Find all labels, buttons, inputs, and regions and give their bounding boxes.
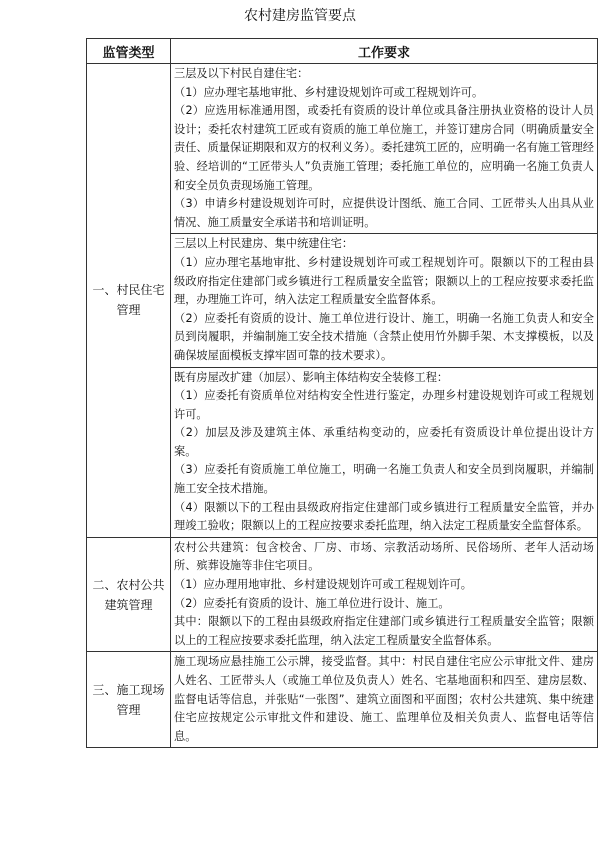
requirement-line: （3）应委托有资质施工单位施工，明确一名施工负责人和安全员到岗履职，并编制施工安全技术措施。 [174, 463, 594, 496]
header-requirement: 工作要求 [171, 39, 598, 64]
requirement-block [171, 652, 598, 748]
requirement-line: （4）限额以下的工程由县级政府指定住建部门或乡镇进行工程质量安全监管，并办理竣工验收；限额以上的工程应按要求委托监理，纳入法定工程质量安全监督体系。 [174, 500, 594, 533]
category-public-buildings: 二、农村公共建筑管理 [87, 537, 171, 652]
requirement-line: （2）应委托有资质的设计、施工单位进行设计、施工。 [174, 596, 450, 610]
requirement-line: 三层及以下村民自建住宅： [174, 67, 309, 80]
requirement-block [171, 234, 598, 367]
requirement-line: 农村公共建筑：包含校舍、厂房、市场、宗教活动场所、民俗场所、老年人活动场所、殡葬设施等非住宅项目。 [174, 540, 594, 573]
requirement-line: （3）申请乡村建设规划许可时，应提供设计图纸、施工合同、工匠带头人出具从业情况、施工质量安全承诺书和培训证明。 [174, 197, 594, 229]
document-title: 农村建房监管要点 [244, 8, 356, 24]
category-site-management: 三、施工现场管理 [87, 652, 171, 748]
requirement-block [171, 367, 598, 537]
requirement-line: （1）应办理宅基地审批、乡村建设规划许可或工程规划许可。 [174, 85, 484, 99]
requirement-line: 三层以上村民建房、集中统建住宅： [174, 237, 354, 251]
requirement-line: 施工现场应悬挂施工公示牌，接受监督。其中：村民自建住宅应公示审批文件、建房人姓名、工匠带头人（或施工单位及负责人）姓名、宅基地面积和四至、建房层数、监督电话等信息，并张贴“一张图”、建筑立面图和平面图；农村公共建筑、集中统建住宅应按规定公示审批文件和建设、施工、监理单位及相关负责人、监督电话等信息。 [174, 655, 594, 743]
requirement-block [171, 64, 598, 234]
table-header-row [87, 39, 598, 64]
requirement-line: （1）应办理用地审批、乡村建设规划许可或工程规划许可。 [174, 578, 472, 592]
header-type: 监管类型 [87, 39, 171, 64]
table-row [87, 537, 598, 652]
requirement-line: （1）应办理宅基地审批、乡村建设规划许可或工程规划许可。限额以下的工程由县级政府指定住建部门或乡镇进行工程质量安全监管；限额以上的工程应按要求委托监理，办理施工许可，纳入法定工程质量安全监督体系。 [174, 255, 594, 307]
table-row [87, 652, 598, 748]
requirement-line: （2）加层及涉及建筑主体、承重结构变动的，应委托有资质设计单位提出设计方案。 [174, 426, 594, 458]
requirement-line: 其中：限额以下的工程由县级政府指定住建部门或乡镇进行工程质量安全监管；限额以上的工程应按要求委托监理，纳入法定工程质量安全监督体系。 [174, 615, 594, 647]
category-residential: 一、村民住宅管理 [87, 64, 171, 538]
table-row [87, 64, 598, 234]
supervision-table [86, 38, 598, 748]
requirement-line: 既有房屋改扩建（加层）、影响主体结构安全装修工程： [174, 370, 449, 384]
requirement-line: （2）应选用标准通用图，或委托有资质的设计单位或具备注册执业资格的设计人员设计；委托农村建筑工匠或有资质的施工单位施工，并签订建房合同（明确质量安全责任、质量保证期限和双方的权利义务）。委托建筑工匠的，应明确一名有施工管理经验、经培训的“工匠带头人”负责施工管理；委托施工单位的，应明确一名施工负责人和安全员负责现场施工管理。 [174, 104, 594, 192]
requirement-line: （1）应委托有资质单位对结构安全性进行鉴定，办理乡村建设规划许可或工程规划许可。 [174, 389, 594, 421]
requirement-block [171, 537, 598, 652]
requirement-line: （2）应委托有资质的设计、施工单位进行设计、施工，明确一名施工负责人和安全员到岗履职，并编制施工安全技术措施（含禁止使用竹外脚手架、木支撑模板，以及确保坡屋面模板支撑牢固可靠的技术要求）。 [174, 311, 594, 362]
